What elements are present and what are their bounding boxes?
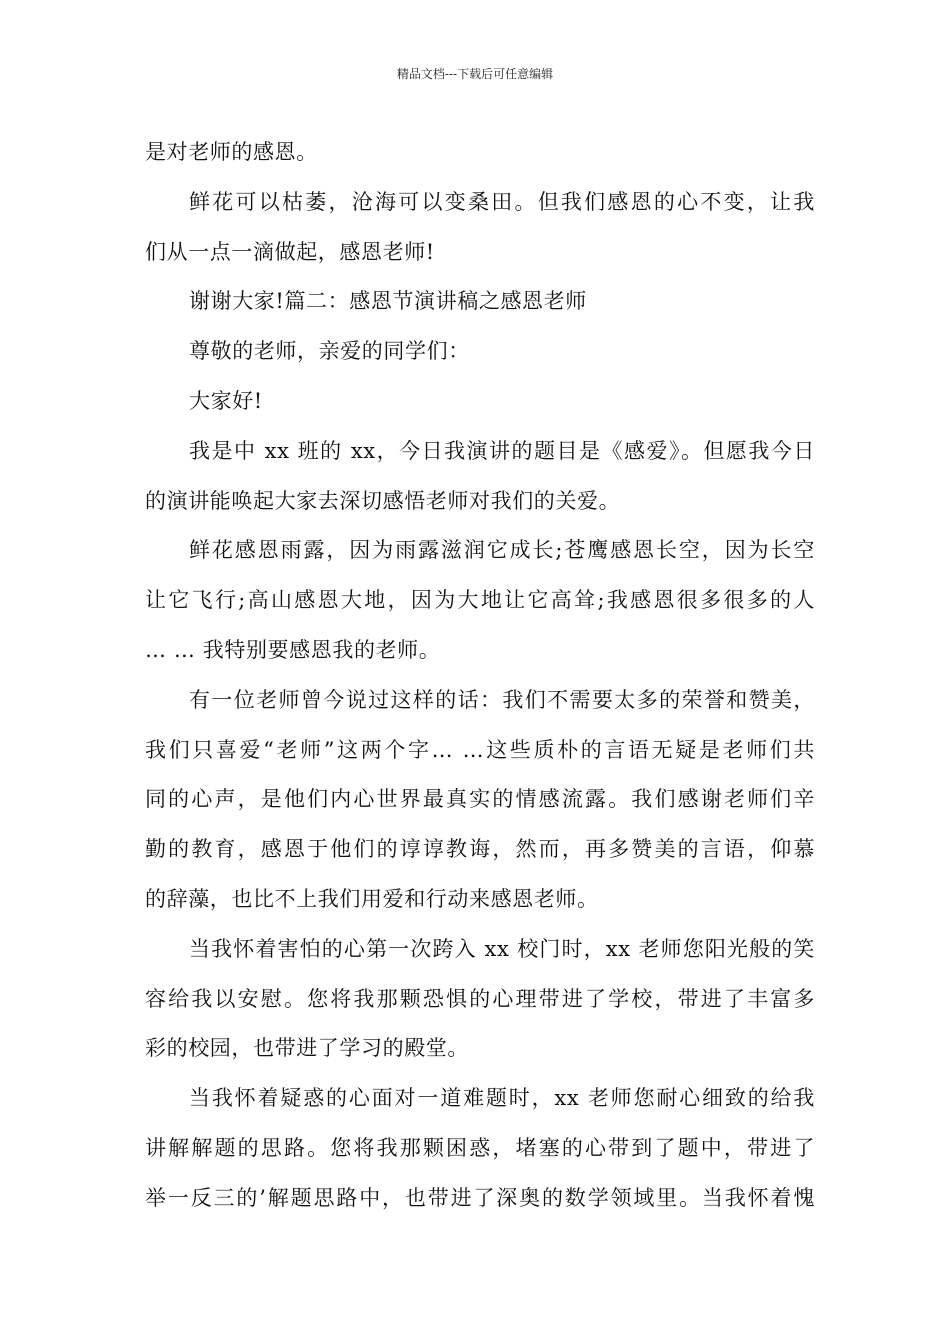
text-line: 当我怀着害怕的心第一次跨入 xx 校门时，xx 老师您阳光般的笑: [189, 936, 815, 961]
text-line: 的辞藻，也比不上我们用爱和行动来感恩老师。: [145, 886, 599, 911]
text-line: 讲解解题的思路。您将我那颗困惑，堵塞的心带到了题中，带进了: [145, 1135, 815, 1160]
text-line: 我是中 xx 班的 xx，今日我演讲的题目是《感爱》。但愿我今日: [189, 438, 815, 463]
text-line: 我们只喜爱“老师”这两个字… …这些质朴的言语无疑是老师们共: [145, 737, 815, 762]
text-line: 当我怀着疑惑的心面对一道难题时，xx 老师您耐心细致的给我: [189, 1086, 815, 1111]
text-line: 谢谢大家!篇二：感恩节演讲稿之感恩老师: [189, 289, 587, 314]
text-line: 的演讲能唤起大家去深切感悟老师对我们的关爱。: [145, 488, 621, 513]
text-line: 尊敬的老师，亲爱的同学们：: [189, 339, 470, 364]
text-line: 大家好!: [189, 388, 263, 413]
text-line: 举一反三的’解题思路中，也带进了深奥的数学领域里。当我怀着愧: [145, 1185, 815, 1210]
text-line: 鲜花感恩雨露，因为雨露滋润它成长;苍鹰感恩长空，因为长空: [189, 538, 815, 563]
text-line: … … 我特别要感恩我的老师。: [145, 637, 441, 662]
document-body: [145, 128, 815, 1224]
text-line: 同的心声，是他们内心世界最真实的情感流露。我们感谢老师们辛: [145, 787, 815, 812]
page-header: 精品文档---下载后可任意编辑: [396, 67, 554, 81]
text-line: 容给我以安慰。您将我那颗恐惧的心理带进了学校，带进了丰富多: [145, 986, 815, 1011]
text-line: 让它飞行;高山感恩大地，因为大地让它高耸;我感恩很多很多的人: [145, 588, 815, 613]
text-line: 们从一点一滴做起，感恩老师!: [145, 239, 435, 264]
text-line: 是对老师的感恩。: [145, 140, 318, 164]
text-line: 有一位老师曾今说过这样的话：我们不需要太多的荣誉和赞美，: [189, 687, 815, 712]
text-line: 勤的教育，感恩于他们的谆谆教诲，然而，再多赞美的言语，仰慕: [145, 837, 815, 862]
text-line: 鲜花可以枯萎，沧海可以变桑田。但我们感恩的心不变，让我: [189, 189, 815, 214]
text-line: 彩的校园，也带进了学习的殿堂。: [145, 1036, 469, 1061]
